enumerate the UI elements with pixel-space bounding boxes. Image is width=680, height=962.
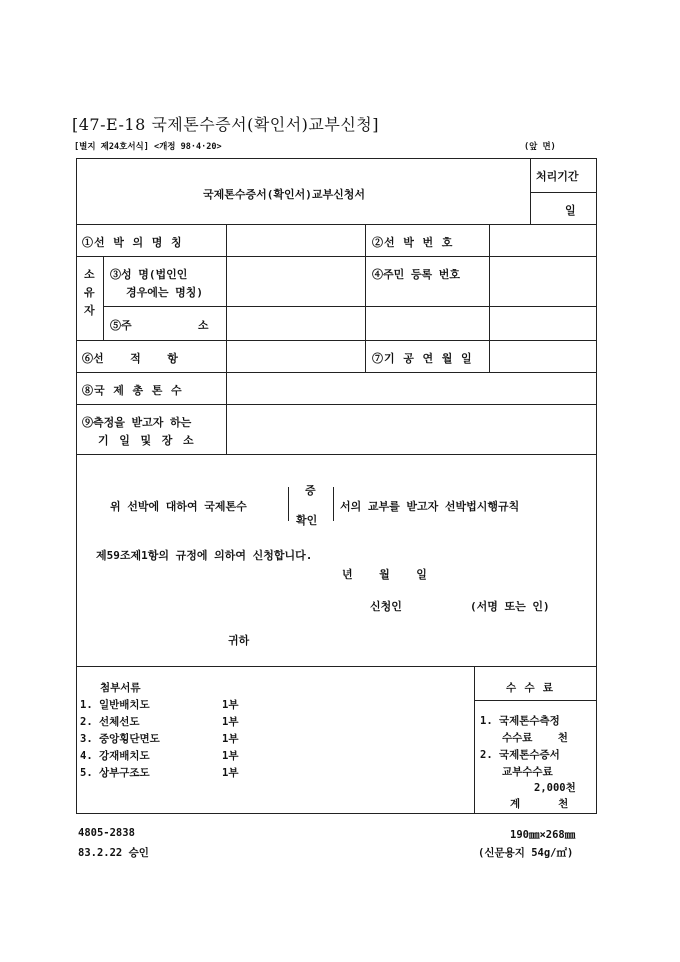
applicant-label: 신청인 (370, 600, 402, 613)
keel-date-label: ⑦기 공 연 월 일 (372, 352, 473, 365)
port-of-registry-label: ⑥선 적 항 (82, 352, 178, 365)
fee-line: 1. 국제톤수측정 (480, 715, 560, 727)
rule (103, 306, 597, 307)
gross-tonnage-label: ⑧국 제 총 톤 수 (82, 384, 183, 397)
measurement-place-label: ⑨측정을 받고자 하는 (82, 416, 192, 429)
fee-line: 교부수수료 (502, 766, 553, 778)
form-number: [별지 제24호서식] <개정 98·4·20> (74, 142, 222, 152)
fee-column-divider (474, 666, 475, 814)
owner-name-label: ③성 명(법인인 (110, 268, 188, 281)
attachment-qty: 1부 (222, 733, 239, 745)
attachment-item: 3. 중앙횡단면도 (80, 733, 160, 745)
paper-size: 190㎜×268㎜ (510, 829, 576, 841)
owner-name-label: 경우에는 명칭) (126, 286, 204, 299)
resident-number-label: ④주민 등록 번호 (372, 268, 461, 281)
attachment-item: 5. 상부구조도 (80, 767, 150, 779)
fee-line: 수수료 천 (502, 732, 568, 744)
attachment-qty: 1부 (222, 699, 239, 711)
signature-label: (서명 또는 인) (470, 600, 550, 613)
form-code: 4805-2838 (78, 827, 135, 839)
owner-group-label: 자 (84, 304, 95, 317)
owner-group-label: 소 (84, 268, 95, 281)
rule (76, 256, 597, 257)
fee-amount: 2,000천 (534, 782, 576, 794)
address-label: ⑤주 소 (110, 319, 209, 332)
statement-line-2: 제59조제1항의 규정에 의하여 신청합니다. (96, 549, 313, 562)
front-side-label: (앞 면) (524, 142, 556, 152)
application-date: 년 월 일 (342, 568, 427, 581)
owner-group-label: 유 (84, 286, 95, 299)
statement-line-1b: 서의 교부를 받고자 선박법시행규칙 (340, 500, 520, 513)
approval-date: 83.2.22 승인 (78, 847, 149, 859)
rule (76, 404, 597, 405)
attachment-item: 1. 일반배치도 (80, 699, 150, 711)
mid-column-divider (365, 224, 366, 372)
label-column-divider (226, 224, 227, 454)
ship-name-label: ①선 박 의 명 칭 (82, 236, 183, 249)
addressee-label: 귀하 (228, 634, 250, 647)
right-label-divider (489, 224, 490, 372)
processing-split (530, 192, 597, 193)
measurement-place-label: 기 일 및 장 소 (98, 434, 196, 447)
fee-line: 2. 국제톤수증서 (480, 749, 560, 761)
attachment-item: 2. 선체선도 (80, 716, 140, 728)
attachment-qty: 1부 (222, 750, 239, 762)
processing-period-label: 처리기간 (536, 170, 579, 183)
paper-type: (신문용지 54g/㎡) (478, 847, 574, 859)
rule (474, 700, 597, 701)
attachments-title: 첨부서류 (100, 682, 141, 694)
processing-period-value: 일 (565, 204, 576, 217)
rule (76, 340, 597, 341)
attachment-qty: 1부 (222, 767, 239, 779)
processing-divider (530, 158, 531, 224)
owner-group-divider (103, 256, 104, 340)
page-title: [47-E-18 국제톤수증서(확인서)교부신청] (72, 115, 379, 134)
attachment-item: 4. 강재배치도 (80, 750, 150, 762)
form-heading: 국제톤수증서(확인서)교부신청서 (203, 188, 366, 201)
rule (76, 666, 597, 667)
fee-title: 수 수 료 (506, 682, 555, 694)
attachment-qty: 1부 (222, 716, 239, 728)
fee-total: 계 천 (510, 798, 569, 810)
choice-certificate: 증 (305, 484, 316, 497)
statement-line-1a: 위 선박에 대하여 국제톤수 (110, 500, 247, 513)
choice-confirmation: 확인 (296, 514, 318, 527)
rule (76, 224, 597, 225)
rule (76, 454, 597, 455)
rule (76, 372, 597, 373)
ship-number-label: ②선 박 번 호 (372, 236, 454, 249)
